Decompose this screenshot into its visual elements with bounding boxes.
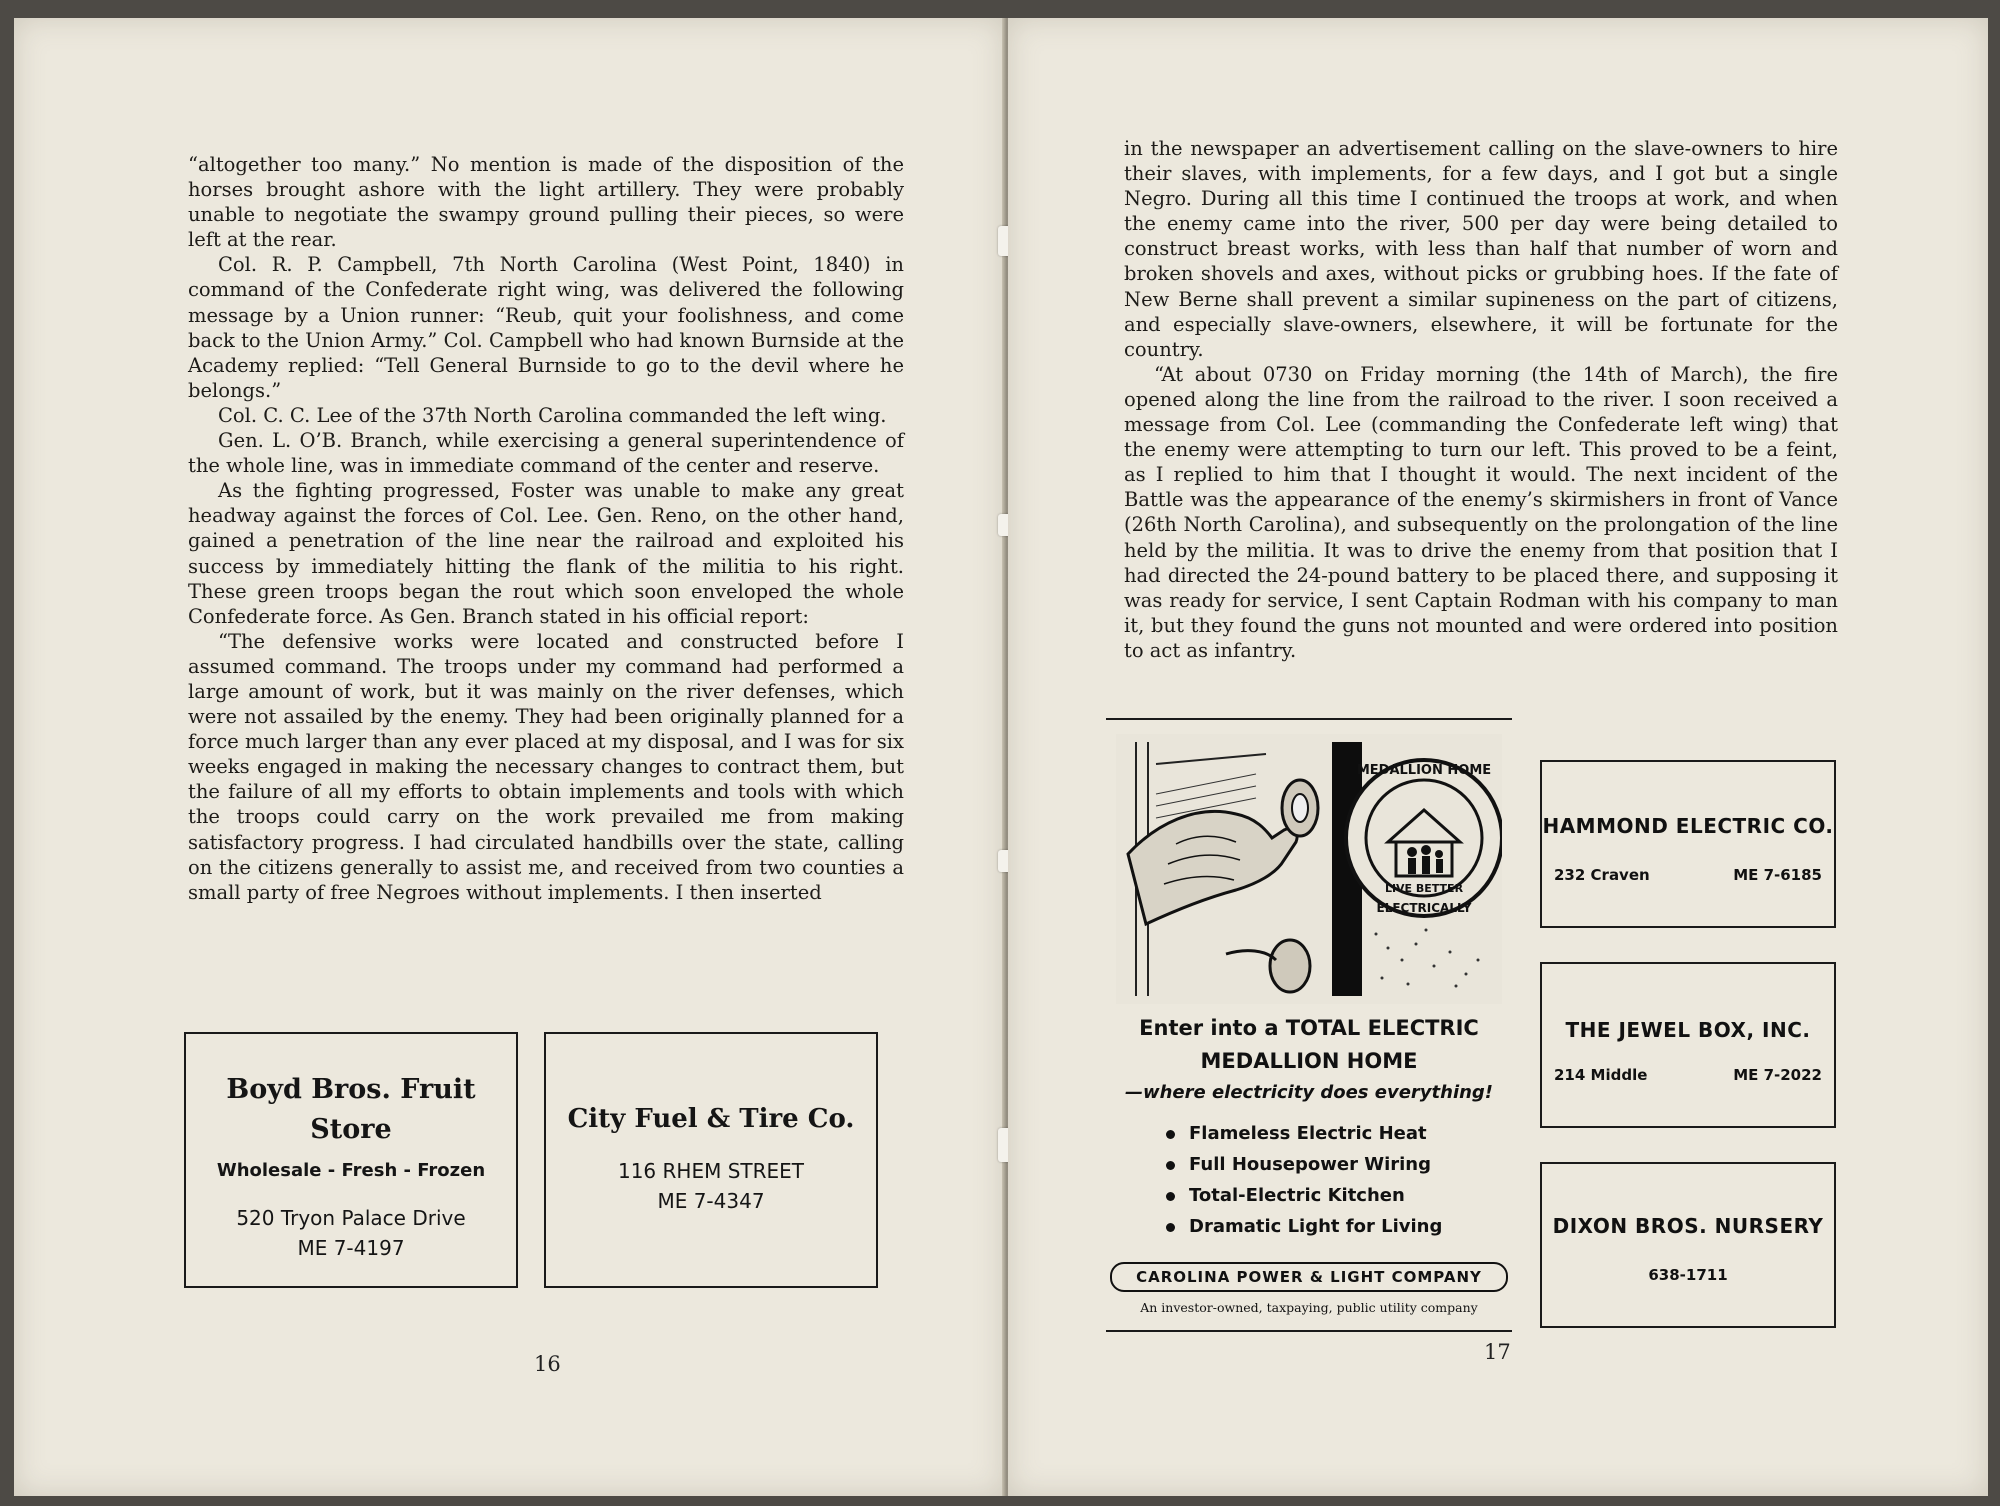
paragraph: As the fighting progressed, Foster was unable to make any great headway against the forces of Col. Lee. Gen. Reno, on the other hand, gained a penetration of the line near the railroad and exploited his success by immediately hitting the flank of the militia to his right. These green troops began the rout which soon enveloped the whole Confederate force. As Gen. Branch stated in his official report: [188, 479, 904, 628]
page-number: 16 [534, 1352, 561, 1376]
bullet-icon [1166, 1223, 1175, 1232]
boyd-name-line-2: Store [310, 1114, 392, 1145]
cpl-feature-label: Flameless Electric Heat [1189, 1123, 1427, 1144]
boyd-name-line-1: Boyd Bros. Fruit [226, 1074, 476, 1105]
cpl-feature-item [1166, 1180, 1442, 1211]
city-fuel-ad [544, 1032, 878, 1288]
jewel-box-ad-name: THE JEWEL BOX, INC. [1565, 1018, 1811, 1042]
paragraph: “The defensive works were located and constructed before I assumed command. The troops under my command had performed a large amount of work, but it was mainly on the river defenses, which were not assailed by the enemy. They had been originally planned for a force much larger than any ever placed at my disposal, and I was for six weeks engaged in making the necessary changes to contract them, but the failure of all my efforts to obtain implements and tools with which the troops could carry on the work prevailed me from making satisfactory progress. I had circulated handbills over the state, calling on the citizens generally to assist me, and received from two counties a small party of free Negroes without implements. I then inserted [188, 629, 904, 904]
hammond-ad-address: 232 Craven [1554, 866, 1650, 884]
boyd-ad-tagline: Wholesale - Fresh - Frozen [216, 1160, 486, 1181]
paragraph: Col. C. C. Lee of the 37th North Carolina commanded the left wing. [218, 403, 887, 427]
paragraph: in the newspaper an advertisement calling on the slave-owners to hire their slaves, with implements, for a few days, and I got but a single Negro. During all this time I continued the troops at work, and when the enemy came into the river, 500 per day were being detailed to construct breast works, with less than half that number of worn and broken shovels and axes, without picks or grubbing hoes. If the fate of New Berne shall prevent a similar supineness on the part of citizens, and especially slave-owners, elsewhere, it will be fortunate for the country. [1124, 137, 1838, 361]
city-fuel-ad-phone: ME 7-4347 [657, 1189, 765, 1213]
medallion-home-illustration [1116, 734, 1502, 1004]
paragraph: Gen. L. O’B. Branch, while exercising a general superintendence of the whole line, was in immediate command of the center and reserve. [188, 429, 904, 478]
cpl-feature-item [1166, 1149, 1442, 1180]
jewel-box-ad-phone: ME 7-2022 [1733, 1066, 1822, 1084]
page-number: 17 [1484, 1340, 1511, 1364]
hammond-ad-name: HAMMOND ELECTRIC CO. [1542, 814, 1834, 838]
jewel-box-ad [1540, 962, 1836, 1128]
cpl-feature-label: Full Housepower Wiring [1189, 1154, 1431, 1175]
paragraph: Col. R. P. Campbell, 7th North Carolina (West Point, 1840) in command of the Confederate right wing, was delivered the following message by a Union runner: “Reub, quit your foolishness, and come back to the Union Army.” Col. Campbell who had known Burnside at the Academy replied: “Tell General Burnside to go to the devil where he belongs.” [188, 253, 904, 402]
bullet-icon [1166, 1130, 1175, 1139]
page-16 [14, 18, 1004, 1496]
hammond-ad-phone: ME 7-6185 [1733, 866, 1822, 884]
medallion-text-mid: LIVE BETTER [1384, 882, 1464, 895]
cpl-feature-item [1166, 1211, 1442, 1242]
boyd-ad-address: 520 Tryon Palace Drive [236, 1206, 466, 1230]
carolina-power-light-ad [1106, 718, 1512, 1332]
cpl-headline-line-1: Enter into a TOTAL ELECTRIC [1139, 1016, 1479, 1040]
dixon-nursery-ad [1540, 1162, 1836, 1328]
bullet-icon [1166, 1192, 1175, 1201]
medallion-text-bottom: ELECTRICALLY [1376, 901, 1472, 915]
booklet-spread [14, 18, 1988, 1496]
medallion-text-top: MEDALLION HOME [1356, 763, 1492, 778]
boyd-ad-name [186, 1070, 516, 1150]
jewel-box-ad-address: 214 Middle [1554, 1066, 1648, 1084]
cpl-subhead: —where electricity does everything! [1124, 1082, 1494, 1103]
cpl-feature-label: Dramatic Light for Living [1189, 1216, 1443, 1237]
bullet-icon [1166, 1161, 1175, 1170]
cpl-headline-line-2: MEDALLION HOME [1200, 1049, 1418, 1073]
page-17-body-text [1124, 136, 1838, 663]
dixon-ad-phone: 638-1711 [1648, 1266, 1728, 1284]
city-fuel-ad-name: City Fuel & Tire Co. [567, 1104, 855, 1134]
cpl-feature-list [1166, 1118, 1442, 1242]
cpl-feature-item [1166, 1118, 1442, 1149]
dixon-ad-name: DIXON BROS. NURSERY [1552, 1214, 1824, 1238]
hammond-electric-ad [1540, 760, 1836, 928]
cpl-tagline: An investor-owned, taxpaying, public utility company [1140, 1300, 1478, 1315]
boyd-bros-ad [184, 1032, 518, 1288]
paragraph: “At about 0730 on Friday morning (the 14th of March), the fire opened along the line from the railroad to the river. I soon received a message from Col. Lee (commanding the Confederate left wing) that the enemy were attempting to turn our left. This proved to be a feint, as I replied to him that I thought it would. The next incident of the Battle was the appearance of the enemy’s skirmishers in front of Vance (26th North Carolina), and subsequently on the prolongation of the line held by the militia. It was to drive the enemy from that position that I had directed the 24-pound battery to be placed there, and supposing it was ready for service, I sent Captain Rodman with his company to man it, but they found the guns not mounted and were ordered into position to act as infantry. [1124, 362, 1838, 662]
page-16-body-text [188, 152, 904, 905]
cpl-feature-label: Total-Electric Kitchen [1189, 1185, 1405, 1206]
boyd-ad-phone: ME 7-4197 [297, 1236, 405, 1260]
paragraph: “altogether too many.” No mention is made of the disposition of the horses brought ashore with the light artillery. They were probably unable to negotiate the swampy ground pulling their pieces, so were left at the rear. [188, 153, 904, 252]
hammond-ad-contact [1554, 866, 1822, 884]
jewel-box-ad-contact [1554, 1066, 1822, 1084]
cpl-company-name: CAROLINA POWER & LIGHT COMPANY [1110, 1262, 1508, 1292]
city-fuel-ad-address: 116 RHEM STREET [617, 1159, 804, 1183]
